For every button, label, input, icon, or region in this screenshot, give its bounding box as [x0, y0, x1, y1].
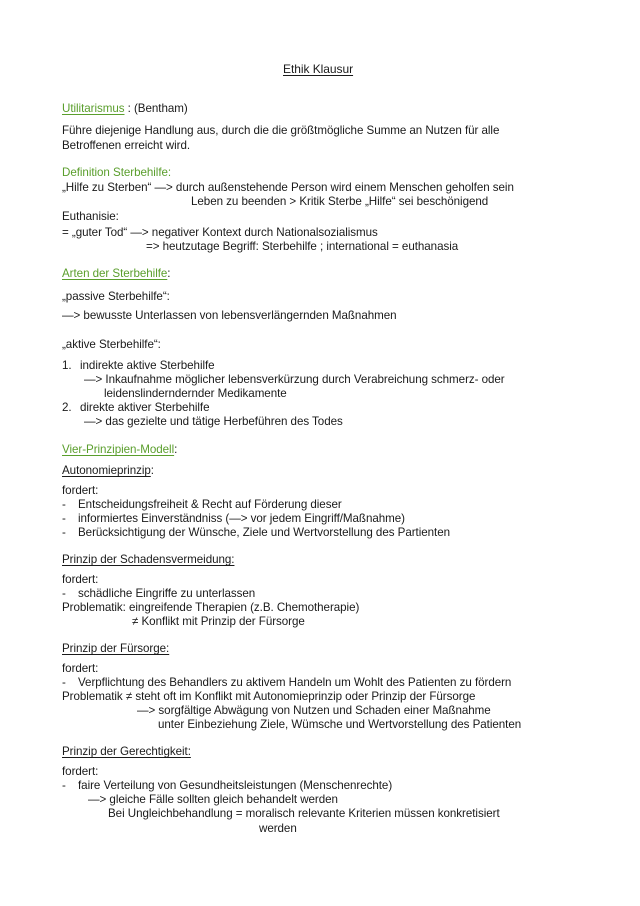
bullet-dash: -: [62, 676, 66, 689]
gerecht-bullet-1: faire Verteilung von Gesundheitsleistungen (Menschenrechte): [78, 779, 393, 792]
schaden-problematik: Problematik: eingreifende Therapien (z.B. Chemotherapie): [62, 601, 360, 614]
utilitarismus-heading-line: [62, 102, 188, 116]
autonomie-bullet-3: Berücksichtigung der Wünsche, Ziele und Wertvorstellung des Partienten: [78, 526, 450, 539]
autonomie-bullet-1: Entscheidungsfreiheit & Recht auf Förderung dieser: [78, 498, 342, 511]
indirekte-text-2: leidenslinderndernder Medikamente: [104, 387, 287, 400]
bullet-dash: -: [62, 526, 66, 539]
autonomie-bullet-2: informiertes Einverständniss (—> vor jedem Eingriff/Maßnahme): [78, 512, 405, 525]
passive-text: —> bewusste Unterlassen von lebensverlängernden Maßnahmen: [62, 309, 397, 322]
arten-heading-line: [62, 267, 170, 281]
definition-text-1: „Hilfe zu Sterben“ —> durch außenstehende Person wird einem Menschen geholfen sein: [62, 181, 514, 194]
schaden-bullet-1: schädliche Eingriffe zu unterlassen: [78, 587, 256, 600]
vier-heading-line: [62, 443, 177, 457]
list-item-number: 1.: [62, 359, 72, 372]
utilitarismus-author: : (Bentham): [124, 102, 188, 115]
aktive-label: „aktive Sterbehilfe“:: [62, 338, 161, 351]
list-item-number: 2.: [62, 401, 72, 414]
fuersorge-sub-1: —> sorgfältige Abwägung von Nutzen und Schaden einer Maßnahme: [137, 704, 491, 717]
fuersorge-fordert: fordert:: [62, 662, 99, 675]
vier-heading: Vier-Prinzipien-Modell: [62, 443, 175, 456]
list-item-indirekte: indirekte aktive Sterbehilfe: [80, 359, 215, 372]
bullet-dash: -: [62, 587, 66, 600]
gerecht-sub-1: —> gleiche Fälle sollten gleich behandelt werden: [88, 793, 338, 806]
gerecht-sub-2: Bei Ungleichbehandlung = moralisch relevante Kriterien müssen konkretisiert: [108, 807, 500, 820]
indirekte-text-1: —> Inkaufnahme möglicher lebensverkürzung durch Verabreichung schmerz- oder: [84, 373, 505, 386]
direkte-text: —> das gezielte und tätige Herbeführen des Todes: [84, 415, 343, 428]
bullet-dash: -: [62, 779, 66, 792]
schaden-fordert: fordert:: [62, 573, 99, 586]
utilitarismus-heading: Utilitarismus: [62, 102, 125, 115]
bullet-dash: -: [62, 512, 66, 525]
passive-label: „passive Sterbehilfe“:: [62, 290, 170, 303]
bullet-dash: -: [62, 498, 66, 511]
definition-heading: Definition Sterbehilfe:: [62, 166, 172, 179]
fuersorge-sub-2: unter Einbeziehung Ziele, Wümsche und Wertvorstellung des Patienten: [158, 718, 522, 731]
utilitarismus-text-1: Führe diejenige Handlung aus, durch die die größtmögliche Summe an Nutzen für alle: [62, 124, 500, 137]
euthanasie-label: Euthanisie:: [62, 210, 119, 223]
definition-text-3: = „guter Tod“ —> negativer Kontext durch Nationalsozialismus: [62, 226, 378, 239]
autonomie-heading: Autonomieprinzip: [62, 464, 151, 477]
utilitarismus-text-2: Betroffenen erreicht wird.: [62, 139, 191, 152]
fuersorge-bullet-1: Verpflichtung des Behandlers zu aktivem Handeln um Wohlt des Patienten zu fördern: [78, 676, 512, 689]
definition-text-4: => heutzutage Begriff: Sterbehilfe ; international = euthanasia: [146, 240, 459, 253]
schaden-heading: Prinzip der Schadensvermeidung:: [62, 553, 235, 566]
vier-heading-colon: :: [174, 443, 178, 456]
list-item-direkte: direkte aktiver Sterbehilfe: [80, 401, 210, 414]
arten-heading-colon: :: [167, 267, 171, 280]
fuersorge-problematik: Problematik ≠ steht oft im Konflikt mit Autonomieprinzip oder Prinzip der Fürsorge: [62, 690, 476, 703]
autonomie-heading-colon: :: [150, 464, 154, 477]
autonomie-heading-line: [62, 464, 154, 478]
arten-heading: Arten der Sterbehilfe: [62, 267, 168, 280]
schaden-problematik-2: ≠ Konflikt mit Prinzip der Fürsorge: [132, 615, 305, 628]
gerecht-fordert: fordert:: [62, 765, 99, 778]
document-title: Ethik Klausur: [283, 62, 354, 76]
gerecht-heading: Prinzip der Gerechtigkeit:: [62, 745, 191, 758]
fuersorge-heading: Prinzip der Fürsorge:: [62, 642, 170, 655]
definition-text-2: Leben zu beenden > Kritik Sterbe „Hilfe“ sei beschönigend: [191, 195, 489, 208]
gerecht-sub-3: werden: [259, 822, 297, 835]
autonomie-fordert: fordert:: [62, 484, 99, 497]
